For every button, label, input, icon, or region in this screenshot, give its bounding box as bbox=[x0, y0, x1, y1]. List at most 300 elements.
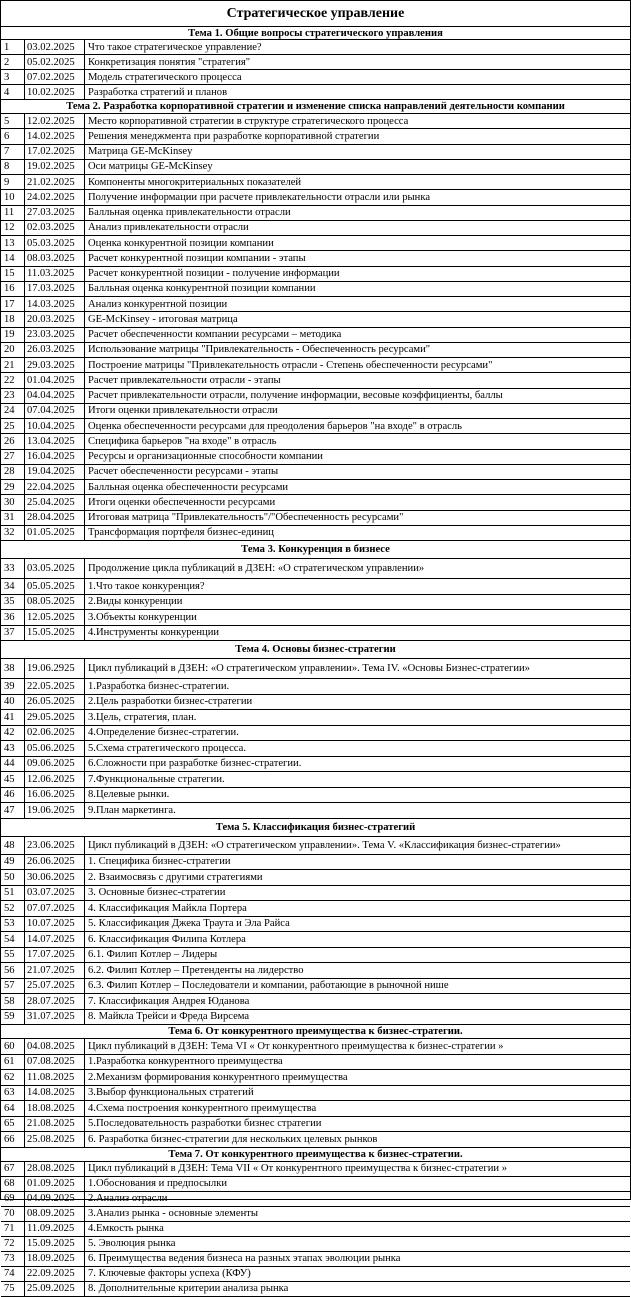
row-number: 49 bbox=[1, 855, 25, 870]
row-date: 08.05.2025 bbox=[25, 595, 85, 610]
row-date: 12.05.2025 bbox=[25, 610, 85, 625]
row-number: 64 bbox=[1, 1101, 25, 1116]
row-topic: 3.Объекты конкуренции bbox=[88, 611, 197, 623]
row-date: 22.09.2025 bbox=[25, 1267, 85, 1281]
row-number: 27 bbox=[1, 450, 25, 464]
row-date: 05.03.2025 bbox=[25, 236, 85, 250]
row-date: 11.03.2025 bbox=[25, 267, 85, 281]
table-row bbox=[1, 1132, 630, 1148]
row-number: 32 bbox=[1, 526, 25, 540]
row-topic: Компоненты многокритериальных показателей bbox=[88, 176, 302, 188]
table-row bbox=[1, 221, 630, 236]
row-number: 56 bbox=[1, 963, 25, 978]
row-topic: Балльная оценка обеспеченности ресурсами bbox=[88, 481, 289, 493]
row-date: 11.09.2025 bbox=[25, 1222, 85, 1236]
row-topic: Конкретизация понятия "стратегия" bbox=[88, 56, 251, 68]
row-topic: 2.Цель разработки бизнес-стратегии bbox=[88, 696, 253, 708]
row-date: 04.04.2025 bbox=[25, 389, 85, 403]
table-row bbox=[1, 251, 630, 266]
table-row bbox=[1, 726, 630, 742]
row-number: 61 bbox=[1, 1055, 25, 1070]
table-row bbox=[1, 40, 630, 55]
row-date: 18.09.2025 bbox=[25, 1252, 85, 1266]
row-date: 08.09.2025 bbox=[25, 1207, 85, 1221]
row-date: 03.07.2025 bbox=[25, 886, 85, 901]
row-topic: 2.Механизм формирования конкурентного преимущества bbox=[88, 1071, 348, 1083]
row-number: 2 bbox=[1, 55, 25, 69]
row-date: 26.03.2025 bbox=[25, 343, 85, 357]
table-row bbox=[1, 419, 630, 434]
table-row bbox=[1, 129, 630, 144]
row-number: 74 bbox=[1, 1267, 25, 1281]
row-date: 15.09.2025 bbox=[25, 1237, 85, 1251]
row-date: 21.02.2025 bbox=[25, 175, 85, 189]
row-number: 72 bbox=[1, 1237, 25, 1251]
row-date: 07.08.2025 bbox=[25, 1055, 85, 1070]
table-row bbox=[1, 1222, 630, 1237]
table-row bbox=[1, 610, 630, 626]
row-date: 13.04.2025 bbox=[25, 434, 85, 448]
table-row bbox=[1, 389, 630, 404]
table-row bbox=[1, 917, 630, 933]
row-number: 62 bbox=[1, 1070, 25, 1085]
row-number: 65 bbox=[1, 1117, 25, 1132]
row-date: 05.05.2025 bbox=[25, 579, 85, 594]
row-date: 29.03.2025 bbox=[25, 358, 85, 372]
section-header: Тема 2. Разработка корпоративной стратегии и изменение списка направлений деятельности компании bbox=[1, 100, 630, 114]
row-topic: Оценка конкурентной позиции компании bbox=[88, 237, 274, 249]
row-number: 71 bbox=[1, 1222, 25, 1236]
row-topic: Расчет обеспеченности ресурсами - этапы bbox=[88, 466, 279, 478]
row-number: 12 bbox=[1, 221, 25, 235]
row-number: 75 bbox=[1, 1282, 25, 1296]
row-topic: 5.Схема стратегического процесса. bbox=[88, 742, 246, 754]
table-row bbox=[1, 870, 630, 886]
row-topic: 6. Преимущества ведения бизнеса на разных этапах эволюции рынка bbox=[88, 1253, 401, 1264]
row-number: 10 bbox=[1, 190, 25, 204]
table-row bbox=[1, 175, 630, 190]
row-topic: 1.Что такое конкуренция? bbox=[88, 580, 205, 592]
row-date: 04.09.2025 bbox=[25, 1192, 85, 1206]
row-number: 60 bbox=[1, 1039, 25, 1054]
row-date: 07.04.2025 bbox=[25, 404, 85, 418]
row-topic: 4.Инструменты конкуренции bbox=[88, 627, 220, 639]
row-number: 30 bbox=[1, 495, 25, 509]
table-row bbox=[1, 757, 630, 773]
row-number: 58 bbox=[1, 994, 25, 1009]
table-row bbox=[1, 434, 630, 449]
row-topic: 3.Анализ рынка - основные элементы bbox=[88, 1208, 258, 1219]
row-date: 24.02.2025 bbox=[25, 190, 85, 204]
row-date: 23.06.2025 bbox=[25, 837, 85, 854]
table-row bbox=[1, 932, 630, 948]
row-number: 37 bbox=[1, 626, 25, 641]
row-topic: Разработка стратегий и планов bbox=[88, 86, 228, 98]
sheet-title: Стратегическое управление bbox=[1, 1, 630, 27]
table-row bbox=[1, 1252, 630, 1267]
row-date: 07.02.2025 bbox=[25, 70, 85, 84]
row-number: 17 bbox=[1, 297, 25, 311]
row-topic: 9.План маркетинга. bbox=[88, 804, 176, 816]
row-topic: 6.2. Филип Котлер – Претенденты на лидерство bbox=[88, 964, 304, 976]
schedule-table bbox=[1, 27, 630, 1297]
row-topic: 6. Классификация Филипа Котлера bbox=[88, 933, 246, 945]
row-topic: Расчет привлекательности отрасли, получение информации, весовые коэффициенты, баллы bbox=[88, 390, 503, 402]
row-number: 35 bbox=[1, 595, 25, 610]
table-row bbox=[1, 328, 630, 343]
row-date: 01.04.2025 bbox=[25, 373, 85, 387]
table-row bbox=[1, 1162, 630, 1177]
row-number: 28 bbox=[1, 465, 25, 479]
row-number: 59 bbox=[1, 1010, 25, 1025]
row-topic: 5.Последовательность разработки бизнес стратегии bbox=[88, 1118, 322, 1130]
table-row bbox=[1, 1010, 630, 1026]
row-topic: Итоговая матрица "Привлекательность"/"Обеспеченность ресурсами" bbox=[88, 512, 404, 524]
row-date: 09.06.2025 bbox=[25, 757, 85, 772]
row-number: 13 bbox=[1, 236, 25, 250]
row-number: 21 bbox=[1, 358, 25, 372]
row-date: 19.02.2025 bbox=[25, 160, 85, 174]
row-number: 68 bbox=[1, 1177, 25, 1191]
row-number: 50 bbox=[1, 870, 25, 885]
row-number: 55 bbox=[1, 948, 25, 963]
row-topic: 8. Майкла Трейси и Фреда Вирсема bbox=[88, 1011, 250, 1023]
row-number: 22 bbox=[1, 373, 25, 387]
row-topic: 3. Основные бизнес-стратегии bbox=[88, 887, 226, 899]
row-date: 17.03.2025 bbox=[25, 282, 85, 296]
table-row bbox=[1, 114, 630, 129]
row-topic: 2.Анализ отрасли bbox=[88, 1193, 168, 1204]
row-number: 73 bbox=[1, 1252, 25, 1266]
row-number: 6 bbox=[1, 129, 25, 143]
table-row bbox=[1, 145, 630, 160]
row-number: 53 bbox=[1, 917, 25, 932]
row-number: 16 bbox=[1, 282, 25, 296]
table-row bbox=[1, 803, 630, 819]
row-number: 29 bbox=[1, 480, 25, 494]
row-date: 25.07.2025 bbox=[25, 979, 85, 994]
section-header: Тема 7. От конкурентного преимущества к бизнес-стратегии. bbox=[1, 1148, 630, 1162]
row-date: 01.05.2025 bbox=[25, 526, 85, 540]
table-row bbox=[1, 1117, 630, 1133]
table-row bbox=[1, 1177, 630, 1192]
row-topic: Решения менеджмента при разработке корпоративной стратегии bbox=[88, 130, 380, 142]
row-topic: Цикл публикаций в ДЗЕН: Тема VI « От конкурентного преимущества к бизнес-стратегии » bbox=[88, 1040, 504, 1052]
table-row bbox=[1, 236, 630, 251]
table-row bbox=[1, 886, 630, 902]
row-date: 16.04.2025 bbox=[25, 450, 85, 464]
row-topic: Расчет конкурентной позиции компании - этапы bbox=[88, 252, 306, 264]
row-number: 51 bbox=[1, 886, 25, 901]
row-topic: 6.1. Филип Котлер – Лидеры bbox=[88, 949, 218, 961]
row-number: 1 bbox=[1, 40, 25, 54]
row-number: 26 bbox=[1, 434, 25, 448]
row-topic: Специфика барьеров "на входе" в отрасль bbox=[88, 435, 277, 447]
row-date: 04.08.2025 bbox=[25, 1039, 85, 1054]
row-topic: 7.Функциональные стратегии. bbox=[88, 773, 225, 785]
table-row bbox=[1, 373, 630, 388]
table-row bbox=[1, 579, 630, 595]
row-date: 07.07.2025 bbox=[25, 901, 85, 916]
table-row bbox=[1, 788, 630, 804]
row-number: 11 bbox=[1, 206, 25, 220]
table-row bbox=[1, 297, 630, 312]
row-topic: 2.Виды конкуренции bbox=[88, 596, 183, 608]
row-date: 11.08.2025 bbox=[25, 1070, 85, 1085]
row-topic: 8.Целевые рынки. bbox=[88, 789, 170, 801]
table-row bbox=[1, 85, 630, 100]
row-topic: 1.Разработка бизнес-стратегии. bbox=[88, 680, 230, 692]
row-number: 19 bbox=[1, 328, 25, 342]
row-date: 14.07.2025 bbox=[25, 932, 85, 947]
row-topic: Ресурсы и организационные способности компании bbox=[88, 451, 323, 463]
table-row bbox=[1, 282, 630, 297]
table-row bbox=[1, 206, 630, 221]
row-topic: Анализ привлекательности отрасли bbox=[88, 222, 249, 234]
row-number: 47 bbox=[1, 803, 25, 818]
table-row bbox=[1, 559, 630, 579]
row-date: 28.08.2025 bbox=[25, 1162, 85, 1176]
row-number: 52 bbox=[1, 901, 25, 916]
row-topic: Балльная оценка конкурентной позиции компании bbox=[88, 283, 316, 295]
table-row bbox=[1, 1192, 630, 1207]
row-number: 42 bbox=[1, 726, 25, 741]
row-number: 15 bbox=[1, 267, 25, 281]
row-number: 44 bbox=[1, 757, 25, 772]
table-row bbox=[1, 695, 630, 711]
row-topic: Что такое стратегическое управление? bbox=[88, 41, 262, 53]
row-topic: 4. Классификация Майкла Портера bbox=[88, 902, 247, 914]
row-date: 14.08.2025 bbox=[25, 1086, 85, 1101]
row-topic: Итоги оценки привлекательности отрасли bbox=[88, 405, 278, 417]
table-row bbox=[1, 948, 630, 964]
table-row bbox=[1, 495, 630, 510]
row-number: 43 bbox=[1, 741, 25, 756]
row-topic: Продолжение цикла публикаций в ДЗЕН: «О стратегическом управлении» bbox=[88, 563, 425, 574]
row-date: 12.06.2025 bbox=[25, 772, 85, 787]
row-date: 14.02.2025 bbox=[25, 129, 85, 143]
table-row bbox=[1, 1237, 630, 1252]
row-topic: 3.Выбор функциональных стратегий bbox=[88, 1087, 254, 1099]
row-date: 20.03.2025 bbox=[25, 312, 85, 326]
row-date: 25.09.2025 bbox=[25, 1282, 85, 1296]
table-row bbox=[1, 979, 630, 995]
row-topic: Анализ конкурентной позиции bbox=[88, 298, 228, 310]
row-topic: 1.Обоснования и предпосылки bbox=[88, 1178, 228, 1189]
row-date: 02.06.2025 bbox=[25, 726, 85, 741]
row-number: 45 bbox=[1, 772, 25, 787]
table-row bbox=[1, 855, 630, 871]
row-topic: Оси матрицы GE-McKinsey bbox=[88, 161, 213, 173]
row-number: 54 bbox=[1, 932, 25, 947]
table-row bbox=[1, 1101, 630, 1117]
row-topic: 7. Ключевые факторы успеха (КФУ) bbox=[88, 1268, 251, 1279]
row-topic: 2. Взаимосвязь с другими стратегиями bbox=[88, 871, 263, 883]
row-topic: Цикл публикаций в ДЗЕН: «О стратегическом управлении». Тема IV. «Основы Бизнес-стратегии» bbox=[88, 663, 530, 674]
table-row bbox=[1, 710, 630, 726]
row-date: 26.05.2025 bbox=[25, 695, 85, 710]
row-number: 5 bbox=[1, 114, 25, 128]
table-row bbox=[1, 70, 630, 85]
table-row bbox=[1, 358, 630, 373]
row-number: 18 bbox=[1, 312, 25, 326]
row-number: 14 bbox=[1, 251, 25, 265]
row-date: 17.02.2025 bbox=[25, 145, 85, 159]
row-date: 12.02.2025 bbox=[25, 114, 85, 128]
row-topic: Модель стратегического процесса bbox=[88, 71, 242, 83]
row-number: 69 bbox=[1, 1192, 25, 1206]
table-row bbox=[1, 659, 630, 679]
table-row bbox=[1, 901, 630, 917]
table-row bbox=[1, 450, 630, 465]
table-row bbox=[1, 1267, 630, 1282]
table-row bbox=[1, 741, 630, 757]
row-number: 36 bbox=[1, 610, 25, 625]
row-topic: Итоги оценки обеспеченности ресурсами bbox=[88, 496, 276, 508]
row-number: 38 bbox=[1, 659, 25, 678]
table-row bbox=[1, 465, 630, 480]
row-date: 14.03.2025 bbox=[25, 297, 85, 311]
row-topic: Расчет привлекательности отрасли - этапы bbox=[88, 374, 281, 386]
row-date: 10.04.2025 bbox=[25, 419, 85, 433]
row-topic: 4.Схема построения конкурентного преимущества bbox=[88, 1102, 317, 1114]
row-number: 63 bbox=[1, 1086, 25, 1101]
table-row bbox=[1, 963, 630, 979]
row-number: 66 bbox=[1, 1132, 25, 1147]
row-date: 17.07.2025 bbox=[25, 948, 85, 963]
row-topic: Получение информации при расчете привлекательности отрасли или рынка bbox=[88, 191, 431, 203]
table-row bbox=[1, 994, 630, 1010]
row-number: 70 bbox=[1, 1207, 25, 1221]
row-topic: 5. Классификация Джека Траута и Эла Райса bbox=[88, 918, 290, 930]
row-number: 67 bbox=[1, 1162, 25, 1176]
row-number: 41 bbox=[1, 710, 25, 725]
row-date: 10.02.2025 bbox=[25, 85, 85, 99]
table-row bbox=[1, 511, 630, 526]
table-row bbox=[1, 343, 630, 358]
row-topic: Использование матрицы "Привлекательность - Обеспеченность ресурсами" bbox=[88, 344, 431, 356]
row-number: 9 bbox=[1, 175, 25, 189]
row-number: 31 bbox=[1, 511, 25, 525]
row-number: 40 bbox=[1, 695, 25, 710]
row-date: 05.02.2025 bbox=[25, 55, 85, 69]
row-date: 25.04.2025 bbox=[25, 495, 85, 509]
row-topic: Место корпоративной стратегии в структуре стратегического процесса bbox=[88, 115, 409, 127]
row-number: 57 bbox=[1, 979, 25, 994]
row-number: 48 bbox=[1, 837, 25, 854]
row-topic: 1.Разработка конкурентного преимущества bbox=[88, 1056, 283, 1068]
row-date: 28.04.2025 bbox=[25, 511, 85, 525]
row-date: 27.03.2025 bbox=[25, 206, 85, 220]
row-date: 31.07.2025 bbox=[25, 1010, 85, 1025]
table-row bbox=[1, 679, 630, 695]
table-row bbox=[1, 1207, 630, 1222]
table-row bbox=[1, 1282, 630, 1297]
row-date: 19.06.2025 bbox=[25, 803, 85, 818]
row-number: 20 bbox=[1, 343, 25, 357]
row-number: 24 bbox=[1, 404, 25, 418]
row-topic: 6.3. Филип Котлер – Последователи и компании, работающие в рыночной нише bbox=[88, 980, 449, 992]
row-topic: 6.Сложности при разработке бизнес-стратегии. bbox=[88, 758, 302, 770]
row-number: 33 bbox=[1, 559, 25, 578]
row-date: 21.07.2025 bbox=[25, 963, 85, 978]
table-row bbox=[1, 1039, 630, 1055]
row-number: 8 bbox=[1, 160, 25, 174]
row-date: 03.05.2025 bbox=[25, 559, 85, 578]
row-topic: Трансформация портфеля бизнес-единиц bbox=[88, 527, 274, 539]
table-row bbox=[1, 526, 630, 541]
row-date: 26.06.2025 bbox=[25, 855, 85, 870]
table-row bbox=[1, 1055, 630, 1071]
row-topic: Оценка обеспеченности ресурсами для преодоления барьеров "на входе" в отрасль bbox=[88, 420, 463, 432]
section-header: Тема 3. Конкуренция в бизнесе bbox=[1, 541, 630, 559]
row-topic: Цикл публикаций в ДЗЕН: Тема VII « От конкурентного преимущества к бизнес-стратегии » bbox=[88, 1163, 508, 1174]
table-row bbox=[1, 1070, 630, 1086]
table-row bbox=[1, 404, 630, 419]
row-topic: 7. Классификация Андрея Юданова bbox=[88, 995, 250, 1007]
row-date: 18.08.2025 bbox=[25, 1101, 85, 1116]
row-date: 21.08.2025 bbox=[25, 1117, 85, 1132]
row-date: 16.06.2025 bbox=[25, 788, 85, 803]
row-topic: Цикл публикаций в ДЗЕН: «О стратегическом управлении». Тема V. «Классификация бизнес-стратегии» bbox=[88, 839, 561, 851]
table-row bbox=[1, 837, 630, 855]
row-topic: Построение матрицы "Привлекательность отрасли - Степень обеспеченности ресурсами" bbox=[88, 359, 493, 371]
table-row bbox=[1, 480, 630, 495]
section-header: Тема 6. От конкурентного преимущества к бизнес-стратегии. bbox=[1, 1025, 630, 1039]
row-topic: 4.Емкость рынка bbox=[88, 1223, 164, 1234]
row-topic: 1. Специфика бизнес-стратегии bbox=[88, 856, 231, 868]
row-topic: 5. Эволюция рынка bbox=[88, 1238, 176, 1249]
row-number: 39 bbox=[1, 679, 25, 694]
row-topic: 4.Определение бизнес-стратегии. bbox=[88, 727, 239, 739]
row-date: 22.04.2025 bbox=[25, 480, 85, 494]
table-row bbox=[1, 595, 630, 611]
row-date: 19.04.2025 bbox=[25, 465, 85, 479]
row-date: 25.08.2025 bbox=[25, 1132, 85, 1147]
row-date: 03.02.2025 bbox=[25, 40, 85, 54]
table-row bbox=[1, 55, 630, 70]
row-date: 28.07.2025 bbox=[25, 994, 85, 1009]
row-date: 23.03.2025 bbox=[25, 328, 85, 342]
row-number: 46 bbox=[1, 788, 25, 803]
row-date: 29.05.2025 bbox=[25, 710, 85, 725]
section-header: Тема 1. Общие вопросы стратегического управления bbox=[1, 27, 630, 40]
row-topic: 3.Цель, стратегия, план. bbox=[88, 711, 197, 723]
table-row bbox=[1, 312, 630, 327]
table-row bbox=[1, 1086, 630, 1102]
row-date: 01.09.2025 bbox=[25, 1177, 85, 1191]
row-date: 05.06.2025 bbox=[25, 741, 85, 756]
row-topic: Матрица GE-McKinsey bbox=[88, 146, 193, 158]
row-number: 34 bbox=[1, 579, 25, 594]
row-date: 22.05.2025 bbox=[25, 679, 85, 694]
section-header: Тема 5. Классификация бизнес-стратегий bbox=[1, 819, 630, 837]
row-number: 23 bbox=[1, 389, 25, 403]
table-row bbox=[1, 160, 630, 175]
row-topic: 8. Дополнительные критерии анализа рынка bbox=[88, 1283, 289, 1294]
row-number: 7 bbox=[1, 145, 25, 159]
row-date: 15.05.2025 bbox=[25, 626, 85, 641]
row-date: 08.03.2025 bbox=[25, 251, 85, 265]
row-date: 30.06.2025 bbox=[25, 870, 85, 885]
row-number: 25 bbox=[1, 419, 25, 433]
row-date: 02.03.2025 bbox=[25, 221, 85, 235]
row-number: 4 bbox=[1, 85, 25, 99]
row-topic: Расчет конкурентной позиции - получение информации bbox=[88, 268, 340, 280]
table-row bbox=[1, 772, 630, 788]
row-number: 3 bbox=[1, 70, 25, 84]
table-row bbox=[1, 267, 630, 282]
